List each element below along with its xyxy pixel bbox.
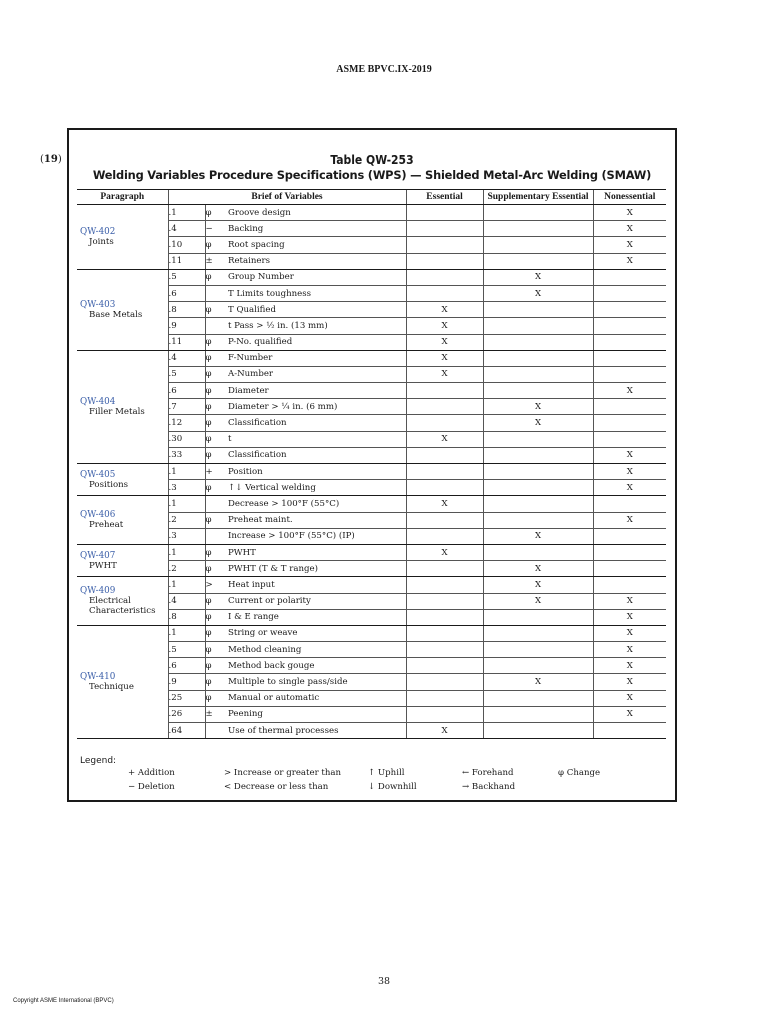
variable-number: .1 xyxy=(168,544,205,560)
variable-description: I & E range xyxy=(228,609,406,625)
supplementary-mark: X xyxy=(483,674,593,690)
variable-description: PWHT xyxy=(228,544,406,560)
variable-number: .25 xyxy=(168,690,205,706)
nonessential-mark: X xyxy=(593,205,666,221)
variable-number: .4 xyxy=(168,593,205,609)
variable-number: .6 xyxy=(168,383,205,399)
table-row xyxy=(77,625,666,641)
supplementary-mark xyxy=(483,366,593,382)
essential-mark xyxy=(406,512,483,528)
variable-description: Group Number xyxy=(228,269,406,285)
paragraph-name: Joints xyxy=(89,236,114,247)
variable-number: .7 xyxy=(168,399,205,415)
variable-description: Classification xyxy=(228,415,406,431)
change-symbol: φ xyxy=(205,609,228,625)
table-row xyxy=(77,205,666,221)
supplementary-mark: X xyxy=(483,269,593,285)
variable-description: Heat input xyxy=(228,577,406,593)
variable-number: .26 xyxy=(168,706,205,722)
variable-number: .11 xyxy=(168,253,205,269)
supplementary-mark: X xyxy=(483,399,593,415)
paragraph-group xyxy=(77,496,168,545)
variable-number: .9 xyxy=(168,674,205,690)
variable-number: .1 xyxy=(168,464,205,480)
supplementary-mark xyxy=(483,464,593,480)
variable-description: Root spacing xyxy=(228,237,406,253)
table-title: Table QW-253 xyxy=(330,153,414,167)
variable-description: A-Number xyxy=(228,366,406,382)
nonessential-mark xyxy=(593,496,666,512)
supplementary-mark xyxy=(483,512,593,528)
paragraph-code[interactable]: QW-407 xyxy=(80,550,116,561)
legend-addition: + Addition xyxy=(128,768,175,778)
legend-change: φ Change xyxy=(558,768,601,778)
paragraph-name: Filler Metals xyxy=(89,406,145,417)
variable-description: T Limits toughness xyxy=(228,285,406,301)
paragraph-code[interactable]: QW-404 xyxy=(80,396,116,407)
paragraph-code[interactable]: QW-406 xyxy=(80,510,116,521)
variable-number: .1 xyxy=(168,205,205,221)
table-row xyxy=(77,577,666,593)
essential-mark xyxy=(406,625,483,641)
essential-mark xyxy=(406,221,483,237)
variable-description: Current or polarity xyxy=(228,593,406,609)
supplementary-mark xyxy=(483,205,593,221)
nonessential-mark: X xyxy=(593,512,666,528)
variable-description: Use of thermal processes xyxy=(228,723,406,739)
nonessential-mark: X xyxy=(593,642,666,658)
variable-description: t xyxy=(228,431,406,447)
supplementary-mark xyxy=(483,447,593,463)
legend-deletion: − Deletion xyxy=(128,782,175,792)
essential-mark xyxy=(406,577,483,593)
change-symbol: > xyxy=(205,577,228,593)
paragraph-group xyxy=(77,577,168,626)
variable-number: .2 xyxy=(168,561,205,577)
nonessential-mark: X xyxy=(593,480,666,496)
essential-mark xyxy=(406,480,483,496)
nonessential-mark: X xyxy=(593,464,666,480)
paragraph-code[interactable]: QW-410 xyxy=(80,672,116,683)
essential-mark: X xyxy=(406,350,483,366)
paragraph-group xyxy=(77,464,168,496)
variable-number: .8 xyxy=(168,302,205,318)
supplementary-mark xyxy=(483,609,593,625)
running-header: ASME BPVC.IX-2019 xyxy=(336,64,432,75)
nonessential-mark: X xyxy=(593,690,666,706)
change-symbol: φ xyxy=(205,593,228,609)
variable-number: .3 xyxy=(168,480,205,496)
variable-description: Retainers xyxy=(228,253,406,269)
legend-downhill: ↓ Downhill xyxy=(368,782,417,792)
legend-increase: > Increase or greater than xyxy=(224,768,342,778)
essential-mark: X xyxy=(406,302,483,318)
essential-mark xyxy=(406,593,483,609)
legend-decrease: < Decrease or less than xyxy=(224,782,329,792)
paragraph-name: PWHT xyxy=(89,560,117,571)
essential-mark xyxy=(406,561,483,577)
change-symbol: − xyxy=(205,221,228,237)
variable-number: .6 xyxy=(168,285,205,301)
variable-description: Method back gouge xyxy=(228,658,406,674)
change-symbol: ± xyxy=(205,253,228,269)
change-symbol: φ xyxy=(205,480,228,496)
supplementary-mark: X xyxy=(483,415,593,431)
essential-mark xyxy=(406,658,483,674)
essential-mark: X xyxy=(406,723,483,739)
col-brief: Brief of Variables xyxy=(168,190,406,205)
change-symbol: φ xyxy=(205,399,228,415)
variable-number: .1 xyxy=(168,577,205,593)
nonessential-mark: X xyxy=(593,383,666,399)
essential-mark xyxy=(406,609,483,625)
variable-number: .1 xyxy=(168,625,205,641)
supplementary-mark xyxy=(483,706,593,722)
variable-number: .9 xyxy=(168,318,205,334)
supplementary-mark xyxy=(483,625,593,641)
variable-number: .4 xyxy=(168,221,205,237)
change-symbol: + xyxy=(205,464,228,480)
change-symbol: φ xyxy=(205,366,228,382)
paragraph-group xyxy=(77,625,168,738)
paragraph-code[interactable]: QW-403 xyxy=(80,299,116,310)
change-symbol: φ xyxy=(205,658,228,674)
table-row xyxy=(77,350,666,366)
table-subtitle: Welding Variables Procedure Specifications (WPS) — Shielded Metal-Arc Welding (SMAW) xyxy=(92,168,652,182)
essential-mark xyxy=(406,237,483,253)
nonessential-mark: X xyxy=(593,706,666,722)
nonessential-mark xyxy=(593,431,666,447)
supplementary-mark: X xyxy=(483,561,593,577)
supplementary-mark xyxy=(483,302,593,318)
legend-title: Legend: xyxy=(80,756,117,766)
essential-mark xyxy=(406,706,483,722)
legend-backhand: → Backhand xyxy=(462,782,516,792)
nonessential-mark xyxy=(593,334,666,350)
essential-mark xyxy=(406,528,483,544)
essential-mark xyxy=(406,383,483,399)
change-symbol xyxy=(205,723,228,739)
supplementary-mark xyxy=(483,253,593,269)
change-symbol: φ xyxy=(205,269,228,285)
legend-uphill: ↑ Uphill xyxy=(368,768,405,778)
change-symbol xyxy=(205,528,228,544)
essential-mark: X xyxy=(406,544,483,560)
page-number: 38 xyxy=(377,976,391,987)
nonessential-mark: X xyxy=(593,658,666,674)
essential-mark: X xyxy=(406,431,483,447)
supplementary-mark xyxy=(483,480,593,496)
change-symbol: ± xyxy=(205,706,228,722)
nonessential-mark xyxy=(593,285,666,301)
nonessential-mark xyxy=(593,723,666,739)
supplementary-mark xyxy=(483,496,593,512)
essential-mark xyxy=(406,285,483,301)
col-supplementary: Supplementary Essential xyxy=(483,190,593,205)
variable-description: Method cleaning xyxy=(228,642,406,658)
variable-description: P-No. qualified xyxy=(228,334,406,350)
supplementary-mark xyxy=(483,544,593,560)
nonessential-mark xyxy=(593,544,666,560)
variable-number: .12 xyxy=(168,415,205,431)
change-symbol: φ xyxy=(205,415,228,431)
essential-mark: X xyxy=(406,366,483,382)
change-symbol: φ xyxy=(205,383,228,399)
nonessential-mark xyxy=(593,528,666,544)
essential-mark: X xyxy=(406,334,483,350)
nonessential-mark xyxy=(593,366,666,382)
variable-description: Position xyxy=(228,464,406,480)
essential-mark: X xyxy=(406,318,483,334)
change-symbol: φ xyxy=(205,205,228,221)
nonessential-mark: X xyxy=(593,253,666,269)
supplementary-mark xyxy=(483,221,593,237)
nonessential-mark xyxy=(593,302,666,318)
table-header-row xyxy=(77,190,666,205)
essential-mark xyxy=(406,253,483,269)
essential-mark xyxy=(406,642,483,658)
paragraph-group xyxy=(77,269,168,350)
table-row xyxy=(77,464,666,480)
supplementary-mark xyxy=(483,237,593,253)
table-row xyxy=(77,544,666,560)
paragraph-group xyxy=(77,544,168,576)
essential-mark xyxy=(406,269,483,285)
change-symbol: φ xyxy=(205,512,228,528)
variable-description: F-Number xyxy=(228,350,406,366)
supplementary-mark xyxy=(483,690,593,706)
change-symbol: φ xyxy=(205,561,228,577)
nonessential-mark: X xyxy=(593,625,666,641)
paragraph-group xyxy=(77,350,168,463)
supplementary-mark xyxy=(483,318,593,334)
paragraph-group xyxy=(77,205,168,270)
revision-close: ) xyxy=(57,154,62,165)
change-symbol: φ xyxy=(205,447,228,463)
paragraph-name: Positions xyxy=(89,479,129,490)
nonessential-mark: X xyxy=(593,609,666,625)
variable-description: String or weave xyxy=(228,625,406,641)
revision-year: 19 xyxy=(43,154,58,165)
nonessential-mark xyxy=(593,269,666,285)
change-symbol xyxy=(205,496,228,512)
variable-number: .11 xyxy=(168,334,205,350)
revision-open: ( xyxy=(40,154,44,165)
variable-number: .1 xyxy=(168,496,205,512)
supplementary-mark xyxy=(483,350,593,366)
change-symbol: φ xyxy=(205,302,228,318)
paragraph-name: Technique xyxy=(89,682,134,693)
paragraph-code[interactable]: QW-409 xyxy=(80,586,116,597)
essential-mark xyxy=(406,399,483,415)
essential-mark xyxy=(406,464,483,480)
change-symbol: φ xyxy=(205,642,228,658)
variable-number: .5 xyxy=(168,642,205,658)
nonessential-mark: X xyxy=(593,237,666,253)
variable-number: .30 xyxy=(168,431,205,447)
supplementary-mark: X xyxy=(483,285,593,301)
col-paragraph: Paragraph xyxy=(77,190,168,205)
nonessential-mark: X xyxy=(593,447,666,463)
variable-number: .3 xyxy=(168,528,205,544)
variable-description: Manual or automatic xyxy=(228,690,406,706)
supplementary-mark xyxy=(483,383,593,399)
variable-description: Peening xyxy=(228,706,406,722)
paragraph-name: Base Metals xyxy=(89,309,143,320)
nonessential-mark xyxy=(593,561,666,577)
table-body xyxy=(77,205,666,739)
variable-description: Increase > 100°F (55°C) (IP) xyxy=(228,528,406,544)
variable-number: .64 xyxy=(168,723,205,739)
essential-mark xyxy=(406,447,483,463)
supplementary-mark: X xyxy=(483,528,593,544)
nonessential-mark: X xyxy=(593,674,666,690)
variable-number: .33 xyxy=(168,447,205,463)
change-symbol: φ xyxy=(205,350,228,366)
nonessential-mark xyxy=(593,399,666,415)
essential-mark xyxy=(406,415,483,431)
variable-number: .6 xyxy=(168,658,205,674)
variable-number: .8 xyxy=(168,609,205,625)
change-symbol xyxy=(205,285,228,301)
variable-description: T Qualified xyxy=(228,302,406,318)
variable-number: .2 xyxy=(168,512,205,528)
change-symbol: φ xyxy=(205,334,228,350)
nonessential-mark xyxy=(593,577,666,593)
supplementary-mark xyxy=(483,431,593,447)
essential-mark: X xyxy=(406,496,483,512)
nonessential-mark: X xyxy=(593,593,666,609)
variable-description: ↑↓ Vertical welding xyxy=(228,480,406,496)
paragraph-name: Preheat xyxy=(89,520,124,531)
change-symbol: φ xyxy=(205,674,228,690)
variable-number: .5 xyxy=(168,269,205,285)
paragraph-name-line2: Characteristics xyxy=(89,606,156,617)
supplementary-mark xyxy=(483,642,593,658)
nonessential-mark xyxy=(593,350,666,366)
supplementary-mark: X xyxy=(483,577,593,593)
nonessential-mark xyxy=(593,318,666,334)
col-nonessential: Nonessential xyxy=(593,190,666,205)
supplementary-mark xyxy=(483,334,593,350)
paragraph-name: Electrical xyxy=(89,596,131,607)
table-row xyxy=(77,496,666,512)
essential-mark xyxy=(406,674,483,690)
variable-description: Multiple to single pass/side xyxy=(228,674,406,690)
legend-forehand: ← Forehand xyxy=(462,768,514,778)
nonessential-mark xyxy=(593,415,666,431)
nonessential-mark: X xyxy=(593,221,666,237)
supplementary-mark xyxy=(483,723,593,739)
copyright: Copyright ASME International (BPVC) xyxy=(13,998,114,1004)
paragraph-code[interactable]: QW-402 xyxy=(80,226,116,237)
col-essential: Essential xyxy=(406,190,483,205)
variable-number: .10 xyxy=(168,237,205,253)
variable-description: Classification xyxy=(228,447,406,463)
variable-description: Groove design xyxy=(228,205,406,221)
variable-number: .5 xyxy=(168,366,205,382)
essential-mark xyxy=(406,205,483,221)
variable-description: Diameter > ¼ in. (6 mm) xyxy=(228,399,406,415)
variable-description: PWHT (T & T range) xyxy=(228,561,406,577)
paragraph-code[interactable]: QW-405 xyxy=(80,469,116,480)
supplementary-mark xyxy=(483,658,593,674)
variable-description: Backing xyxy=(228,221,406,237)
revision-marker xyxy=(40,154,62,165)
variable-description: Decrease > 100°F (55°C) xyxy=(228,496,406,512)
change-symbol: φ xyxy=(205,544,228,560)
variable-description: Preheat maint. xyxy=(228,512,406,528)
table-row xyxy=(77,269,666,285)
variables-table xyxy=(77,189,666,739)
supplementary-mark: X xyxy=(483,593,593,609)
change-symbol xyxy=(205,318,228,334)
change-symbol: φ xyxy=(205,431,228,447)
change-symbol: φ xyxy=(205,625,228,641)
change-symbol: φ xyxy=(205,237,228,253)
change-symbol: φ xyxy=(205,690,228,706)
variable-number: .4 xyxy=(168,350,205,366)
variable-description: t Pass > ½ in. (13 mm) xyxy=(228,318,406,334)
essential-mark xyxy=(406,690,483,706)
variable-description: Diameter xyxy=(228,383,406,399)
